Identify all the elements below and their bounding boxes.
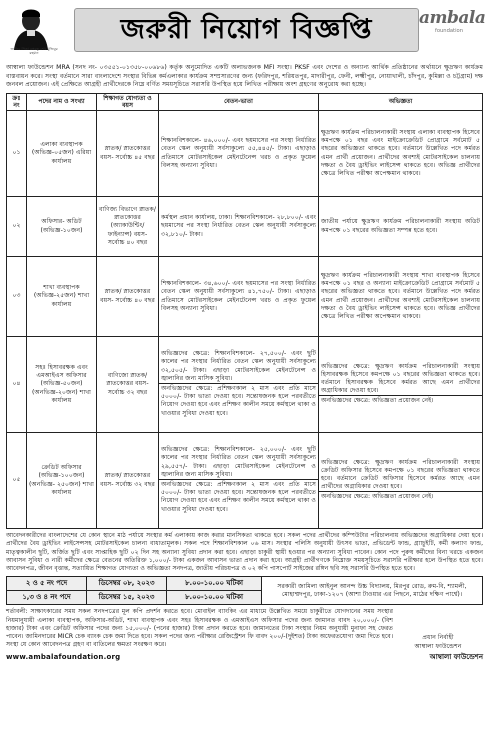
row-salary bbox=[159, 433, 319, 529]
salary-fresher: অনভিজ্ঞদের ক্ষেত্রে: প্রশিক্ষণকাল ২ মাস এবং প্রতি মাসে ৫০০০/- টাকা ভাতা দেওয়া হবে। সন্তোষজনক হলে পরবর্তীতে নিয়োগ দেওয়া হবে এবং প্রশিক্ষণ কালীন সময়ে কর্মস্থলে থাকা ও খাওয়ার সুবিধা দেওয়া হবে। bbox=[159, 479, 318, 515]
exp-experienced: অভিজ্ঞদের ক্ষেত্রে: ক্ষুদ্রঋণ কার্যক্রম পরিচালনাকারী সংস্থায় ক্রেডিট অফিসার হিসেবে কমপক্ষে ০১ বছরের অভিজ্ঞতা থাকতে হবে। বর্তমানে ক্রেডিট অফিসার হিসেবে কর্মরত আছে এমন প্রার্থীদের অগ্রাধিকার দেওয়া হবে। bbox=[321, 458, 480, 491]
row-exp: জাতীয় পর্যায়ে ক্ষুদ্রঋণ কার্যক্রম পরিচালনাকারী সংস্থায় অডিট কমপক্ষে ০১ বছরের অভিজ্ঞতা সম্পন্ন হতে হবে। bbox=[319, 197, 483, 257]
row-sl: ০৩ bbox=[7, 257, 27, 337]
exam-schedule-table bbox=[6, 576, 483, 605]
terms-section bbox=[6, 608, 483, 651]
row-exp bbox=[319, 433, 483, 529]
col-edu: শিক্ষাগত যোগ্যতা ও বয়স bbox=[97, 93, 159, 110]
website-link[interactable]: www.ambalafoundation.org bbox=[6, 653, 121, 662]
row-exp: ক্ষুদ্রঋণ কার্যক্রম পরিচালনাকারী সংস্থায় শাখা ব্যবস্থাপক হিসেবে কমপক্ষে ০১ বছর ও অন্যান্য মাইক্রোক্রেডিট প্রোগ্রামে সর্বমোট ৫ বছরের অভিজ্ঞতা থাকতে হবে। বর্তমানে উল্লেখিত পদে কর্মরত এমন প্রার্থী প্রয়োজন। প্রার্থীদের অবশ্যই মোটরসাইকেল চালনায় দক্ষতা ও বৈধ ড্রাইভিং লাইসেন্স থাকতে হবে। অভিজ্ঞ প্রার্থীদের ক্ষেত্রে লিখিত পরীক্ষা অপেক্ষমান থাকবে। bbox=[319, 257, 483, 337]
schedule-time: ৮.০০-১০.০০ ঘটিকা bbox=[167, 591, 262, 605]
table-row bbox=[7, 433, 483, 529]
row-exp bbox=[319, 337, 483, 433]
intro-paragraph: আম্বালা ফাউন্ডেশন MRA (সনদ নং- ০৩৫৫১-০১৩৫৮-০০৬৮৬) কর্তৃক অনুমোদিত একটি অলাভজনক MFI সংস্থা। PKSF এবং দেশের ও অন্যান্য আর্থিক প্রতিষ্ঠানের অর্থায়নে ক্ষুদ্রঋণ কার্যক্রম বাস্তবায়ন করে। সংস্থা বর্তমানে সারা বাংলাদেশে সংস্থার বিভিন্ন কর্মএলাকার কার্যক্রম সম্প্রসারণের জন্য (ফরিদপুর, শরিয়তপুর, মাদারীপুর, ফেনী, লক্ষ্মীপুর, নোয়াখালী, চাঁদপুর, কুমিল্লা ও চট্টগ্রাম) দক্ষ জনবল প্রয়োজন। এই প্রেক্ষিতে আগ্রহী প্রার্থীদেরকে নিম্নে বর্ণিত সময়সূচিতে সরাসরি উপস্থিত হয়ে লিখিত পরীক্ষায় অংশ গ্রহণের অনুরোধ করা হচ্ছে। bbox=[6, 64, 483, 89]
salary-experienced: অভিজ্ঞদের ক্ষেত্রে: শিক্ষানবিশকালে- ২৭,৫০০/- এবং ছুটি কালের পর সংস্থার নির্ধারিত বেতন স্কেল অনুযায়ী সর্বসাকুল্যে ৩২,৫০৫/- টাকা। এছাড়া মোটরসাইকেল মেইনটেনেন্স ও জ্বালানির জন্য মাসিক সুবিধা। bbox=[161, 350, 316, 382]
row-post: এলাকা ব্যবস্থাপক (অভিজ্ঞ-০৫জন) এরিয়া কার্যালয় bbox=[27, 111, 97, 197]
logo-subtitle: foundation bbox=[435, 28, 463, 34]
row-sl: ০১ bbox=[7, 111, 27, 197]
row-post: সহঃ হিসাবরক্ষক এবং এমআইএস অফিসার (অভিজ্ঞ-৫০জন) (অনভিজ্ঞ-২০জন) শাখা কার্যালয় bbox=[27, 337, 97, 433]
notice-footer bbox=[6, 653, 483, 662]
terms-text: শর্তাবলী: সাক্ষাৎকারের সময় সকল সনদপত্রের মূল কপি প্রদর্শন করতে হবে। মোবাইল ব্যাংকিং এর মাধ্যমে উল্লেখিত সময়ে চাকুরীতে যোগদানের সময় সংস্থার নিয়মানুযায়ী এলাকা ব্যবস্থাপক, অফিসার-অডিট, শাখা ব্যবস্থাপক এবং সহঃ হিসাবরক্ষক ও এমআইএস অফিসার পদের জন্য জামানত বাবদ ২০,০০০/- (বিশ হাজার) টাকা এবং ক্রেডিট অফিসার পদের জন্য ১৫,০০০/- (পনের হাজার) টাকা প্রদান করতে হবে। জামানতের টাকা সংস্থার নিয়ম অনুযায়ী মুনাফা সহ ফেরত পাবেন। জামিনদারের MICR চেক ব্যাংক চেক জমা দিতে হবে। সকল পদের জন্য পরীক্ষার রেজিস্ট্রেশন ফি বাবদ ২০০/-(দুইশত) টাকা অফেরতযোগ্য জমা দিতে হবে। সংস্থা যে কোন আবেদনপত্র গ্রহণ বা বাতিলের ক্ষমতা সংরক্ষণ করে। bbox=[6, 608, 393, 649]
logo-wordmark: ambala bbox=[419, 8, 486, 28]
salary-fresher: অনভিজ্ঞদের ক্ষেত্রে: প্রশিক্ষণকাল ২ মাস এবং প্রতি মাসে ৫০০০/- টাকা ভাতা দেওয়া হবে। সন্তোষজনক হলে পরবর্তীতে নিয়োগ দেওয়া হবে এবং প্রশিক্ষণ কালীন সময়ে কর্মস্থলে থাকা ও খাওয়ার সুবিধা দেওয়া হবে। bbox=[159, 383, 318, 419]
table-row bbox=[7, 257, 483, 337]
row-post: ক্রেডিট অফিসার (অভিজ্ঞ-১০০জন) (অনভিজ্ঞ- ২৫০জন) শাখা কার্যালয় bbox=[27, 433, 97, 529]
notice-title-banner bbox=[74, 8, 419, 52]
job-table-header bbox=[7, 93, 483, 110]
exp-experienced: অভিজ্ঞদের ক্ষেত্রে: ক্ষুদ্রঋণ কার্যক্রম পরিচালনাকারী সংস্থায় হিসাবরক্ষক হিসেবে কমপক্ষে ০১ বছরের অভিজ্ঞতা থাকতে হবে। বর্তমানে হিসাবরক্ষক হিসেবে কর্মরত আছে এমন প্রার্থীদের অগ্রাধিকার দেওয়া হবে। bbox=[321, 362, 480, 395]
row-exp: ক্ষুদ্রঋণ কার্যক্রম পরিচালনাকারী সংস্থায় এলাকা ব্যবস্থাপক হিসেবে কমপক্ষে ০১ বছর এবং মাইক্রোক্রেডিট প্রোগ্রামে সর্বমোট ৫ বছরের অভিজ্ঞতা থাকতে হবে। বর্তমানে উল্লেখিত পদে কর্মরত এমন প্রার্থী প্রয়োজন। প্রার্থীদের অবশ্যই মোটরসাইকেল চালনায় দক্ষতা ও বৈধ ড্রাইভিং লাইসেন্স থাকতে হবে। অভিজ্ঞ প্রার্থীদের ক্ষেত্রে লিখিত পরীক্ষা অপেক্ষমান থাকবে। bbox=[319, 111, 483, 197]
row-post: শাখা ব্যবস্থাপক (অভিজ্ঞ-২৫জন) শাখা কার্যালয় bbox=[27, 257, 97, 337]
col-post: পদের নাম ও সংখ্যা bbox=[27, 93, 97, 110]
row-salary: শিক্ষানবিশকালে- ৩৪,৬০০/- এবং ছয়মাসের পর সংস্থা নির্ধারিত বেতন স্কেল অনুযায়ী সর্বসাকুল্যে ৪১,৭৫০/- টাকা। এছাড়াও প্রতিমাসে মোটরসাইকেল মেইনটেনেন্স খরচ ও প্রকৃত ফুয়েল বিলসহ অন্যান্য সুবিধা। bbox=[159, 257, 319, 337]
exp-fresher: অনভিজ্ঞদের ক্ষেত্রে: অভিজ্ঞতা প্রয়োজন নেই। bbox=[319, 491, 482, 502]
row-edu: স্নাতক/ স্নাতকোত্তর বয়স- সর্বোচ্চ ৪০ বছর bbox=[97, 257, 159, 337]
schedule-date: ডিসেম্বর ১৫, ২০২৩ bbox=[87, 591, 167, 605]
row-edu: স্নাতক/ স্নাতকোত্তর বয়স- সর্বোচ্চ ৪৫ বছর bbox=[97, 111, 159, 197]
row-sl: ০৪ bbox=[7, 337, 27, 433]
schedule-date: ডিসেম্বর ০৮, ২০২৩ bbox=[87, 577, 167, 591]
col-salary: বেতন-ভাতা bbox=[159, 93, 319, 110]
exp-fresher: অনভিজ্ঞদের ক্ষেত্রে: অভিজ্ঞতা প্রয়োজন নেই। bbox=[319, 395, 482, 406]
row-sl: ০২ bbox=[7, 197, 27, 257]
row-edu: বাণিজ্য বিভাগে স্নাতক/স্নাতকোত্তর (অ্যাকাউন্টিং/ফাইন্যান্স) বয়স- সর্বোচ্চ ৪০ বছর bbox=[97, 197, 159, 257]
col-exp: অভিজ্ঞতা bbox=[319, 93, 483, 110]
conditions-paragraph: আবেদনকারীদের বাংলাদেশের যে কোন স্থানে মাঠ পর্যায়ে সংস্থার কর্ম এলাকায় কাজ করার মানসিকতা থাকতে হবে। সকল পদের প্রার্থীদের কম্পিউটার পরিচালনায় অভিজ্ঞদের অগ্রাধিকার দেয়া হবে। প্রার্থীদের বৈধ ড্রাইভিং লাইসেন্সসহ মোটরসাইকেল চালনা বাধ্যতামূলক। সকল পদে শিক্ষানবিশকাল ০৬ মাস। সংস্থার পলিসি অনুযায়ী উৎসব ভাতা, প্রভিডেন্ট ফান্ড, গ্র্যাচুইটি, কর্মী কল্যাণ ফান্ড, মাতৃত্বকালীন ছুটি, অর্জিত ছুটি এবং সাপ্তাহিক ছুটি ০২ দিন সহ অন্যান্য সুবিধা প্রদান করা হবে। এছাড়া চাকুরী স্থায়ী হওয়ার পর অন্যান্য সুবিধা পাবেন। কোন পদে পুরুষ কর্মীদের বিনা খরচে একজন আবাসন সুবিধা ও নারী কর্মীদের ক্ষেত্রে বেতনের অতিরিক্ত ১,০০০/- টাকা একজন আবাসন ভাতা প্রদান করা হবে। আগ্রহী প্রার্থীগণকে নিম্নোক্ত সময়সূচিতে সরাসরি পরীক্ষার হলে উপস্থিত হতে হবে। আবেদনপত্র, জীবন বৃত্তান্ত, সত্যায়িত শিক্ষাগত যোগ্যতা ও অভিজ্ঞতা সনদপত্র, জাতীয় পরিচয়পত্র ও ০২ কপি পাসপোর্ট সাইজের রঙ্গিন ছবি সহ সরাসরি উপস্থিত হতে হবে। bbox=[6, 532, 483, 573]
row-edu: বাণিজ্যে স্নাতক/ স্নাতকোত্তর বয়স- সর্বোচ্চ ৩২ বছর bbox=[97, 337, 159, 433]
job-table bbox=[6, 93, 483, 529]
row-edu: স্নাতক/ স্নাতকোত্তর বয়স- সর্বোচ্চ ৩২ বছর bbox=[97, 433, 159, 529]
signature-role: প্রধান নির্বাহী bbox=[422, 634, 454, 642]
row-salary: শিক্ষানবিশকালে- ৪৬,০০০/- এবং ছয়মাসের পর সংস্থা নির্ধারিত বেতন স্কেল অনুযায়ী সর্বসাকুল্যে ৫৫,৪৪৫/- টাকা। এছাড়াও প্রতিমাসে মোটরসাইকেল মেইনটেনেন্স খরচ ও প্রকৃত ফুয়েল বিলসহ অন্যান্য সুবিধা। bbox=[159, 111, 319, 197]
notice-title: জরুরী নিয়োগ বিজ্ঞপ্তি bbox=[120, 14, 373, 46]
row-post: অফিসার- অডিট (অভিজ্ঞ-১০জন) bbox=[27, 197, 97, 257]
row-sl: ০৫ bbox=[7, 433, 27, 529]
notice-header bbox=[6, 4, 486, 62]
table-row bbox=[7, 197, 483, 257]
table-row bbox=[7, 111, 483, 197]
col-sl: ক্রঃ নং bbox=[7, 93, 27, 110]
schedule-posts: ২ ও ৫ নং পদে bbox=[7, 577, 87, 591]
row-salary: কর্মস্থল প্রধান কার্যালয়, ঢাকা। শিক্ষানবিশকালে- ২৮,৮০০/- এবং ছয়মাসের পর সংস্থা নির্ধারিত বেতন স্কেল অনুযায়ী সর্বসাকুল্যে ৩২,৮১০/- টাকা। bbox=[159, 197, 319, 257]
portrait-image bbox=[8, 6, 54, 50]
signature-block bbox=[393, 608, 483, 651]
table-row bbox=[7, 337, 483, 433]
footer-org: আম্বালা ফাউন্ডেশন bbox=[429, 653, 483, 662]
schedule-posts: ১,৩ ও ৪ নং পদে bbox=[7, 591, 87, 605]
signature-org: আম্বালা ফাউন্ডেশন bbox=[414, 642, 462, 650]
salary-experienced: অভিজ্ঞদের ক্ষেত্রে: শিক্ষানবিশকালে- ২৫,০০০/- এবং ছুটি কালের পর সংস্থার নির্ধারিত বেতন স্কেল অনুযায়ী সর্বসাকুল্যে ২৯,৫৫৭/- টাকা। এছাড়া মোটরসাইকেল মেইনটেনেন্স ও জ্বালানির জন্য মাসিক সুবিধা। bbox=[161, 446, 316, 478]
schedule-time: ৮.০০-১০.০০ ঘটিকা bbox=[167, 577, 262, 591]
ambala-logo bbox=[419, 8, 486, 50]
schedule-venue: সরকারী জামিলা আইনুল আনন্দ উচ্চ বিদ্যালয়, মিরপুর রোড, রুম-বি, শ্যামলী, মোহাম্মদপুর, ঢাকা-১২০৭ (আশা টাওয়ার এর পিছনে, মাঠের দক্ষিণ পার্শ্বে)। bbox=[262, 577, 483, 605]
row-salary bbox=[159, 337, 319, 433]
schedule-row bbox=[7, 577, 483, 591]
portrait-caption: জাতির পিতা বঙ্গবন্ধু শেখ মুজিবুর রহমান bbox=[10, 47, 58, 55]
